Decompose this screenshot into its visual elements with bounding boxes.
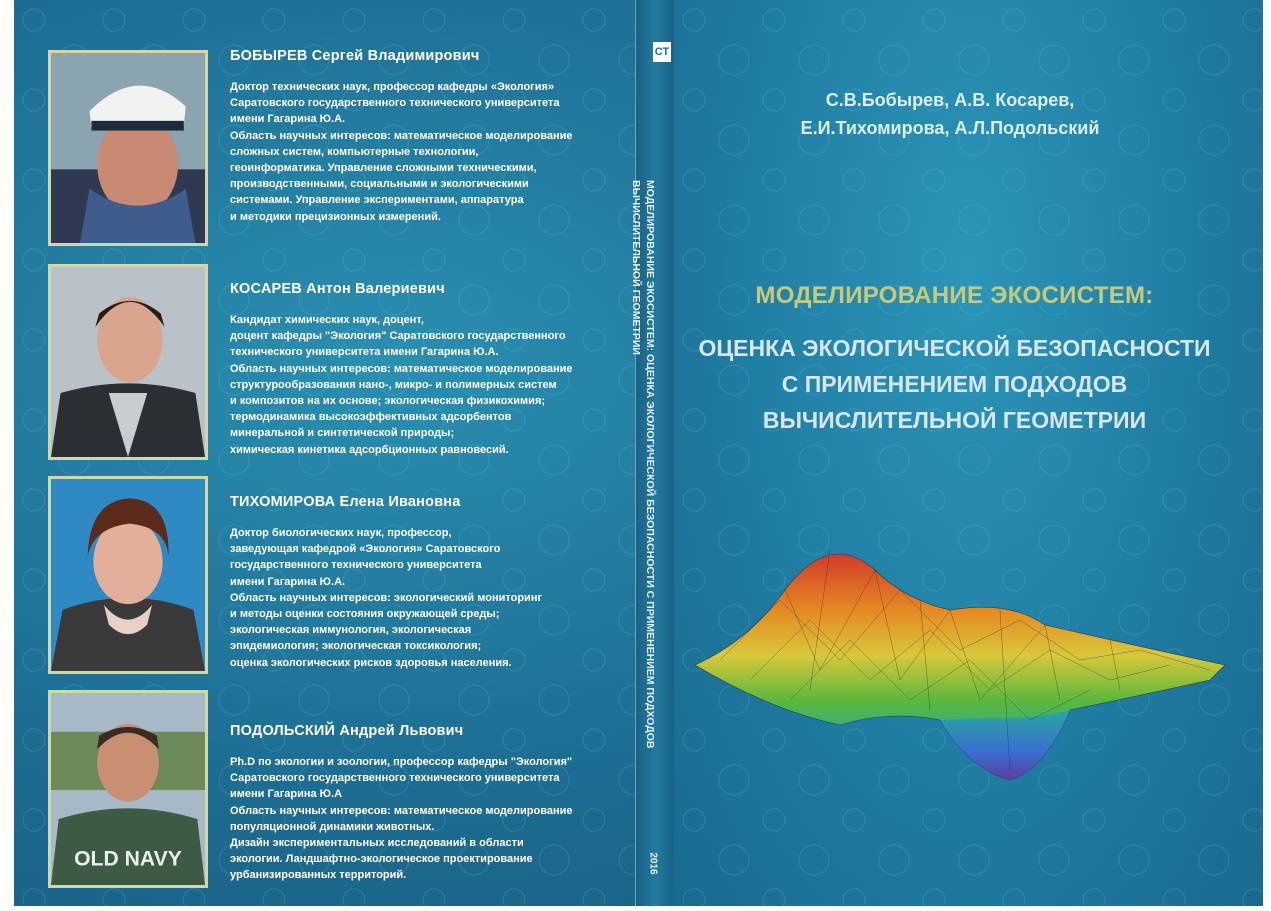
author-bio-bobyrev	[230, 48, 630, 225]
portrait-tikhomirova	[51, 479, 205, 671]
author-bio-podolsky	[230, 723, 630, 884]
spine-year: 2016	[647, 852, 659, 875]
author-photo-bobyrev	[48, 50, 208, 246]
author-photo-kosarev	[48, 264, 208, 460]
portrait-bobyrev	[51, 53, 205, 243]
author-name: БОБЫРЕВ Сергей Владимирович	[230, 48, 480, 64]
author-description: Доктор биологических наук, профессор, заведующая кафедрой «Экология» Саратовского государственного технического университета имени Гагарина Ю.А. Область научных интересов: экологический мониторинг и методы оценки состояния окружающей среды; экологическая иммунология, экологическая эпидемиология; экологическая токсикология; оценка экологических рисков здоровья населения.	[230, 527, 543, 669]
author-bio-tikhomirova	[230, 494, 630, 671]
author-description: Кандидат химических наук, доцент, доцент кафедры "Экология" Саратовского государственного технического университета имени Гагарина Ю.А. Область научных интересов: математическое моделирование структурообразования нано-, микро- и полимерных систем и композитов на их основе; экологическая физикохимия; термодинамика высокоэффективных адсорбентов минеральной и синтетической природы; химическая кинетика адсорбционных равновесий.	[230, 314, 573, 456]
shirt-text: OLD NAVY	[74, 846, 182, 871]
spine-title: МОДЕЛИРОВАНИЕ ЭКОСИСТЕМ: ОЦЕНКА ЭКОЛОГИЧЕСКОЙ БЕЗОПАСНОСТИ С ПРИМЕНЕНИЕМ ПОДХОДОВ ВЫЧИСЛИТЕЛЬНОЙ ГЕОМЕТРИИ	[630, 180, 656, 749]
author-description: Ph.D по экологии и зоологии, профессор кафедры "Экология" Саратовского государственного технического университета имени Гагарина Ю.А Область научных интересов: математическое моделирование популяционной динамики животных. Дизайн экспериментальных исследований в области экологии. Ландшафтно-экологическое проектирование урбанизированных территорий.	[230, 756, 573, 882]
author-name: КОСАРЕВ Антон Валериевич	[230, 281, 445, 297]
portrait-podolsky	[51, 693, 205, 885]
book-title-main: МОДЕЛИРОВАНИЕ ЭКОСИСТЕМ:	[755, 282, 1154, 309]
back-cover	[14, 0, 635, 906]
publisher-logo: СТ	[653, 42, 671, 62]
author-photo-podolsky	[48, 690, 208, 888]
author-name: ПОДОЛЬСКИЙ Андрей Львович	[230, 723, 464, 739]
author-description: Доктор технических наук, профессор кафедры «Экология» Саратовского государственного технического университета имени Гагарина Ю.А. Область научных интересов: математическое моделирование сложных систем, компьютерные технологии, геоинформатика. Управление сложными техническими, производственными, социальными и экологическими системами. Управление экспериментами, аппаратура и методики прецизионных измерений.	[230, 81, 573, 223]
author-name: ТИХОМИРОВА Елена Ивановна	[230, 494, 461, 510]
book-title-subtitle: ОЦЕНКА ЭКОЛОГИЧЕСКОЙ БЕЗОПАСНОСТИ С ПРИМЕНЕНИЕМ ПОДХОДОВ ВЫЧИСЛИТЕЛЬНОЙ ГЕОМЕТРИИ	[698, 335, 1211, 433]
author-bio-kosarev	[230, 281, 630, 458]
3d-surface-illustration	[690, 530, 1230, 790]
portrait-kosarev	[51, 267, 205, 457]
front-authors: С.В.Бобырев, А.В. Косарев, Е.И.Тихомирова, А.Л.Подольский	[800, 90, 1100, 138]
author-photo-tikhomirova	[48, 476, 208, 674]
